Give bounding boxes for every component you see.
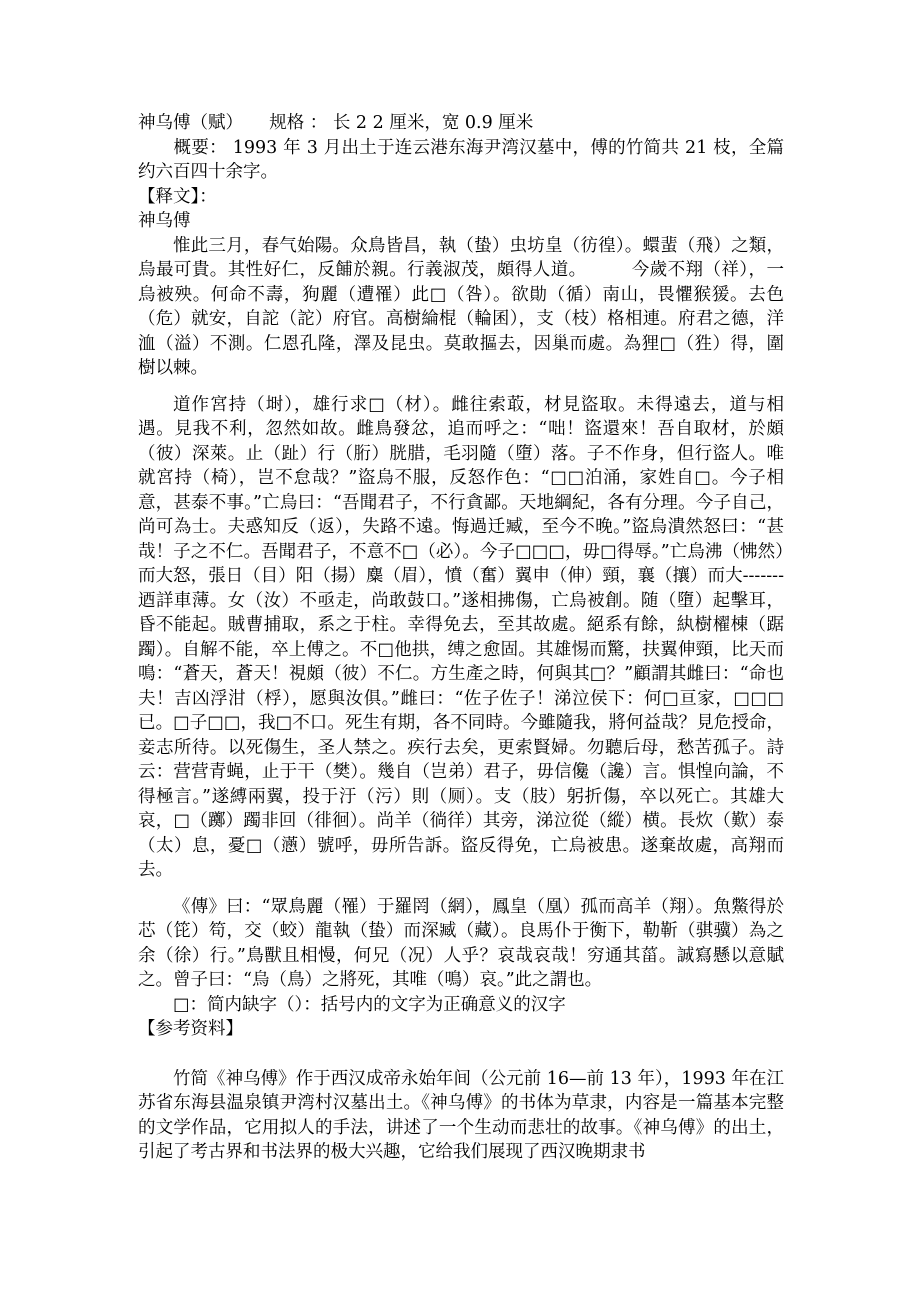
spec-line: 神乌傅（赋） 规格 ： 长 2 2 厘米，宽 0.9 厘米 [138, 113, 534, 133]
legend-note: □：简内缺字（）：括号内的文字为正确意义的汉字 [173, 994, 566, 1015]
paragraph-3: 《傳》曰：“眾鳥麗（罹）于羅罔（網），鳳皇（凰）孤而高羊（翔）。魚鱉得於芯（笓）笱，交（蛟）龍執（蛰）而深臧（藏）。良馬仆于衡下，勒靳（骐骥）為之余（徐）行。”鳥獸且相慢，何兄（况）人乎？哀哉哀哉！穷通其菑。誠寫懸以意賦之。曾子曰：“烏（鳥）之將死，其唯（鳴）哀。”此之謂也。 [138, 896, 784, 990]
paragraph-1: 惟此三月，春气始陽。众鳥皆昌，執（蛰）虫坊皇（彷徨）。蠉蜚（飛）之類，烏最可貴。其性好仁，反餔於親。行義淑茂，頗得人道。 今歲不翔（祥），一烏被殃。何命不壽，狗麗（遭罹）此□（咎）。欲勛（循）南山，畏懼猴猨。去色（危）就安，自詑（詑）府官。高樹綸棍（輪囷），支（枝）格相連。府君之德，洋洫（溢）不測。仁恩孔隆，澤及昆虫。莫敢摳去，因巢而處。為狸□（狌）得，圍樹以棘。 [138, 235, 784, 378]
document-page [138, 111, 784, 1165]
reference-paragraph: 竹简《神乌傅》作于西汉成帝永始年间（公元前 16—前 13 年），1993 年在江苏省东海县温泉镇尹湾村汉墓出土。《神乌傅》的书体为草隶，内容是一篇基本完整的文学作品，它用拟人的手法，讲述了一个生动而悲壮的故事。《神乌傅》的出土，引起了考古界和书法界的极大兴趣，它给我们展现了西汉晚期隶书 [138, 1068, 784, 1162]
summary-paragraph: 概要： 1993 年 3 月出土于连云港东海尹湾汉墓中，傅的竹简共 21 枝，全篇约六百四十余字。 [138, 137, 784, 182]
section-heading-reference: 【参考资料】 [138, 1019, 243, 1039]
text-title: 神乌傅 [138, 211, 191, 231]
paragraph-2: 道作宮持（埘），雄行求□（材）。雌往索菆，材見盜取。未得遠去，道与相遇。見我不利，忽然如故。雌鳥發忿，追而呼之：“咄！盜還來！吾自取材，於頗（彼）深萊。止（趾）行（胻）胱腊，毛羽隨（墮）落。子不作身，但行盜人。唯就宮持（椅），岂不怠哉？”盜烏不服，反怒作色：“□□泊涌，家姓自□。今子相意，甚泰不事。”亡烏曰：“吾聞君子，不行貪鄙。天地綱紀，各有分理。今子自己，尚可為士。夫惑知反（返），失路不遠。悔過迁臧，至今不晚。”盜烏潰然怒曰：“甚哉！子之不仁。吾聞君子，不意不□（必）。今子□□□，毋□得辱。”亡烏沸（怫然）而大怒，張日（目）阳（揚）麋（眉），憤（奮）翼申（伸）頸，襄（攘）而大-------迺詳車薄。女（汝）不亟走，尚敢鼓口。”遂相拂傷，亡烏被創。随（墮）起擊耳，昏不能起。賊曹捕取，系之于柱。幸得免去，至其故處。絕系有餘，紈樹櫂棟（踞躅）。自解不能，卒上傅之。不□他拱，缚之愈固。其雄惕而驚，扶翼伸頸，比天而鳴：“蒼天，蒼天！視頗（彼）不仁。方生產之時，何與其□？”顧謂其雌曰：“命也夫！吉凶浮泔（桴），愿與汝俱。”雌曰：“佐子佐子！涕泣侯下：何□亘家，□□□已。□子□□，我□不口。死生有期，各不同時。今雖隨我，將何益哉？見危授命，妾志所待。以死傷生，圣人禁之。疾行去矣，更索賢婦。勿聽后母，愁苦孤子。詩云：营营青蝇，止于干（樊）。幾自（岂弟）君子，毋信儳（讒）言。惧惶向論，不得極言。”遂縛兩翼，投于汙（污）則（厕）。支（肢）躬折傷，卒以死亡。其雄大哀，□（躑）躅非回（徘徊）。尚羊（徜徉）其旁，涕泣從（縱）横。長炊（歎）泰（太）息，憂□（懣）號呼，毋所告訴。盜反得免，亡烏被患。遂棄故處，高翔而去。 [138, 394, 784, 880]
section-heading-annotated-text: 【释文】： [138, 186, 217, 207]
